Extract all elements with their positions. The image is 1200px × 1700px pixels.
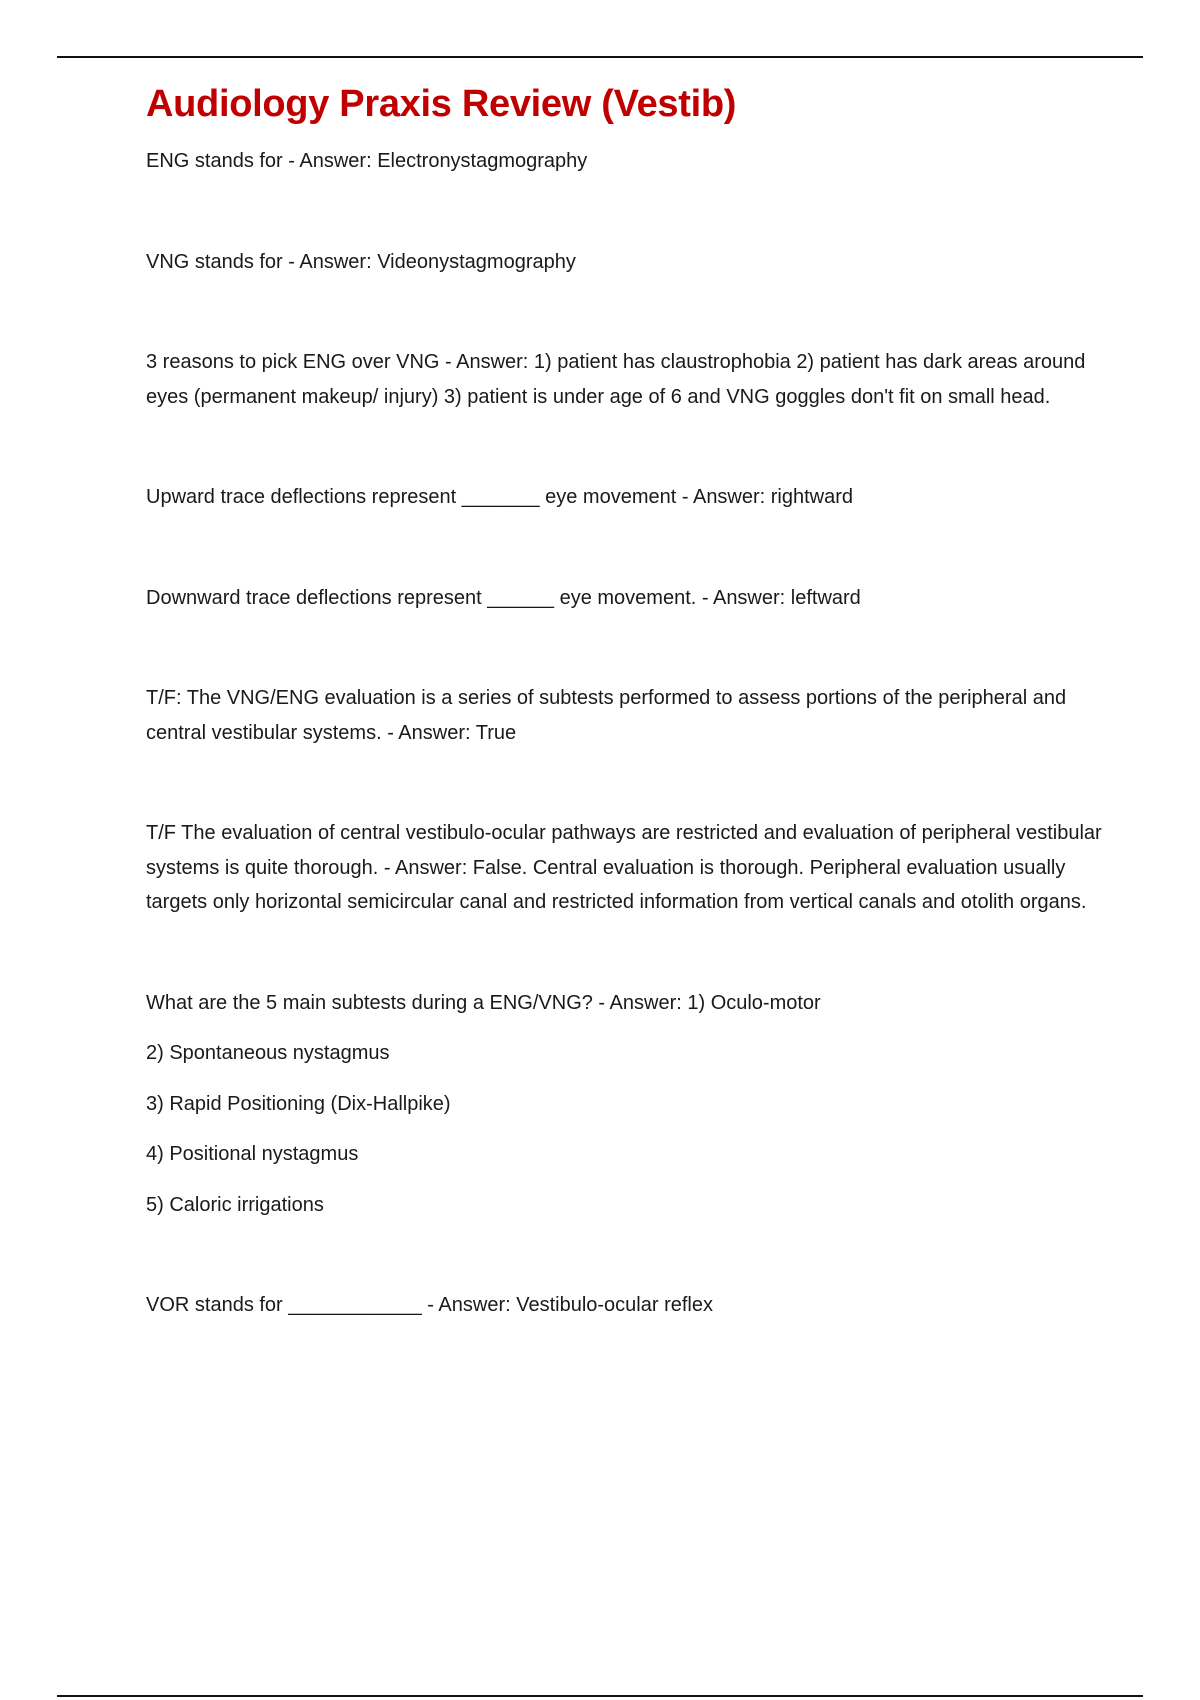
qa-item-eng-over-vng: 3 reasons to pick ENG over VNG - Answer: 1) patient has claustrophobia 2) patient has dark areas around eyes (permanent makeup/ injury) 3) patient is under age of 6 and VNG goggles don't fit on small head. — [146, 351, 1086, 408]
subtest-item: 2) Spontaneous nystagmus — [146, 1042, 390, 1064]
qa-item-upward-deflections: Upward trace deflections represent _______ eye movement - Answer: rightward — [146, 486, 854, 508]
document-page — [146, 76, 1106, 1323]
bottom-rule — [57, 1695, 1143, 1697]
qa-item-main-subtests: What are the 5 main subtests during a ENG/VNG? - Answer: 1) Oculo-motor — [146, 991, 821, 1014]
subtest-item: 5) Caloric irrigations — [146, 1193, 324, 1216]
top-rule — [57, 56, 1143, 58]
qa-item-tf-central-peripheral: T/F The evaluation of central vestibulo-ocular pathways are restricted and evaluation of peripheral vestibular systems is quite thorough. - Answer: False. Central evaluation is thorough. Peripheral evaluation usually targets only horizontal semicircular canal and restricted information from vertical canals and otolith organs. — [146, 822, 1102, 913]
document-title: Audiology Praxis Review (Vestib) — [146, 83, 737, 125]
subtest-item: 3) Rapid Positioning (Dix-Hallpike) — [146, 1092, 451, 1115]
qa-item-vor: VOR stands for ____________ - Answer: Vestibulo-ocular reflex — [146, 1294, 713, 1316]
subtest-list — [146, 1036, 1106, 1222]
qa-item-vng: VNG stands for - Answer: Videonystagmography — [146, 250, 576, 273]
subtest-item: 4) Positional nystagmus — [146, 1143, 359, 1165]
qa-item-eng: ENG stands for - Answer: Electronystagmography — [146, 150, 588, 172]
qa-item-downward-deflections: Downward trace deflections represent ______ eye movement. - Answer: leftward — [146, 586, 861, 609]
qa-item-tf-evaluation: T/F: The VNG/ENG evaluation is a series of subtests performed to assess portions of the peripheral and central vestibular systems. - Answer: True — [146, 687, 1067, 744]
